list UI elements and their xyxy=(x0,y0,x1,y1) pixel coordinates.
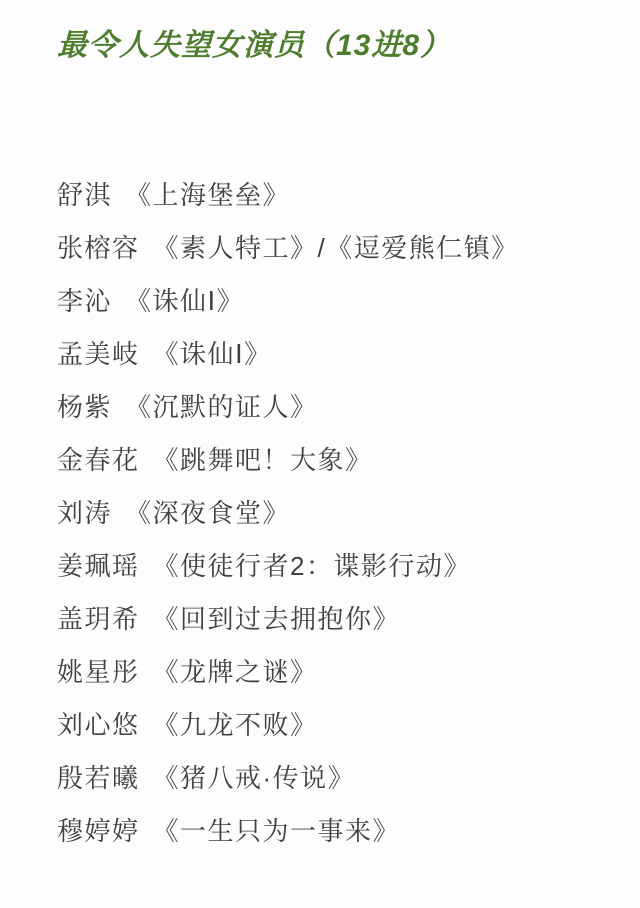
nominee-list xyxy=(57,167,620,856)
list-item xyxy=(57,803,620,856)
list-item xyxy=(57,538,620,591)
list-item xyxy=(57,644,620,697)
actress-name: 殷若曦 xyxy=(57,763,140,793)
list-item xyxy=(57,697,620,750)
film-title: 《诛仙Ⅰ》 xyxy=(125,286,245,316)
list-item xyxy=(57,273,620,326)
film-title: 《回到过去拥抱你》 xyxy=(152,604,401,634)
film-title: 《龙牌之谜》 xyxy=(152,657,318,687)
film-title: 《猪八戒·传说》 xyxy=(152,763,356,793)
list-item xyxy=(57,379,620,432)
actress-name: 刘心悠 xyxy=(57,710,140,740)
film-title: 《沉默的证人》 xyxy=(125,392,318,422)
film-title: 《一生只为一事来》 xyxy=(152,816,401,846)
film-title: 《深夜食堂》 xyxy=(125,498,291,528)
list-item xyxy=(57,750,620,803)
actress-name: 舒淇 xyxy=(57,180,113,210)
list-item xyxy=(57,432,620,485)
film-title: 《使徒行者2：谍影行动》 xyxy=(152,551,471,581)
list-item xyxy=(57,485,620,538)
film-title: 《诛仙Ⅰ》 xyxy=(152,339,272,369)
actress-name: 穆婷婷 xyxy=(57,816,140,846)
actress-name: 杨紫 xyxy=(57,392,113,422)
page-title: 最令人失望女演员（13进8） xyxy=(57,29,452,62)
list-item xyxy=(57,220,620,273)
actress-name: 盖玥希 xyxy=(57,604,140,634)
actress-name: 姚星彤 xyxy=(57,657,140,687)
actress-name: 刘涛 xyxy=(57,498,113,528)
actress-name: 张榕容 xyxy=(57,233,140,263)
list-item xyxy=(57,591,620,644)
film-title: 《素人特工》/《逗爱熊仁镇》 xyxy=(152,233,519,263)
actress-name: 孟美岐 xyxy=(57,339,140,369)
list-item xyxy=(57,167,620,220)
actress-name: 姜珮瑶 xyxy=(57,551,140,581)
film-title: 《九龙不败》 xyxy=(152,710,318,740)
actress-name: 李沁 xyxy=(57,286,113,316)
film-title: 《上海堡垒》 xyxy=(125,180,291,210)
film-title: 《跳舞吧！大象》 xyxy=(152,445,373,475)
actress-name: 金春花 xyxy=(57,445,140,475)
list-item xyxy=(57,326,620,379)
